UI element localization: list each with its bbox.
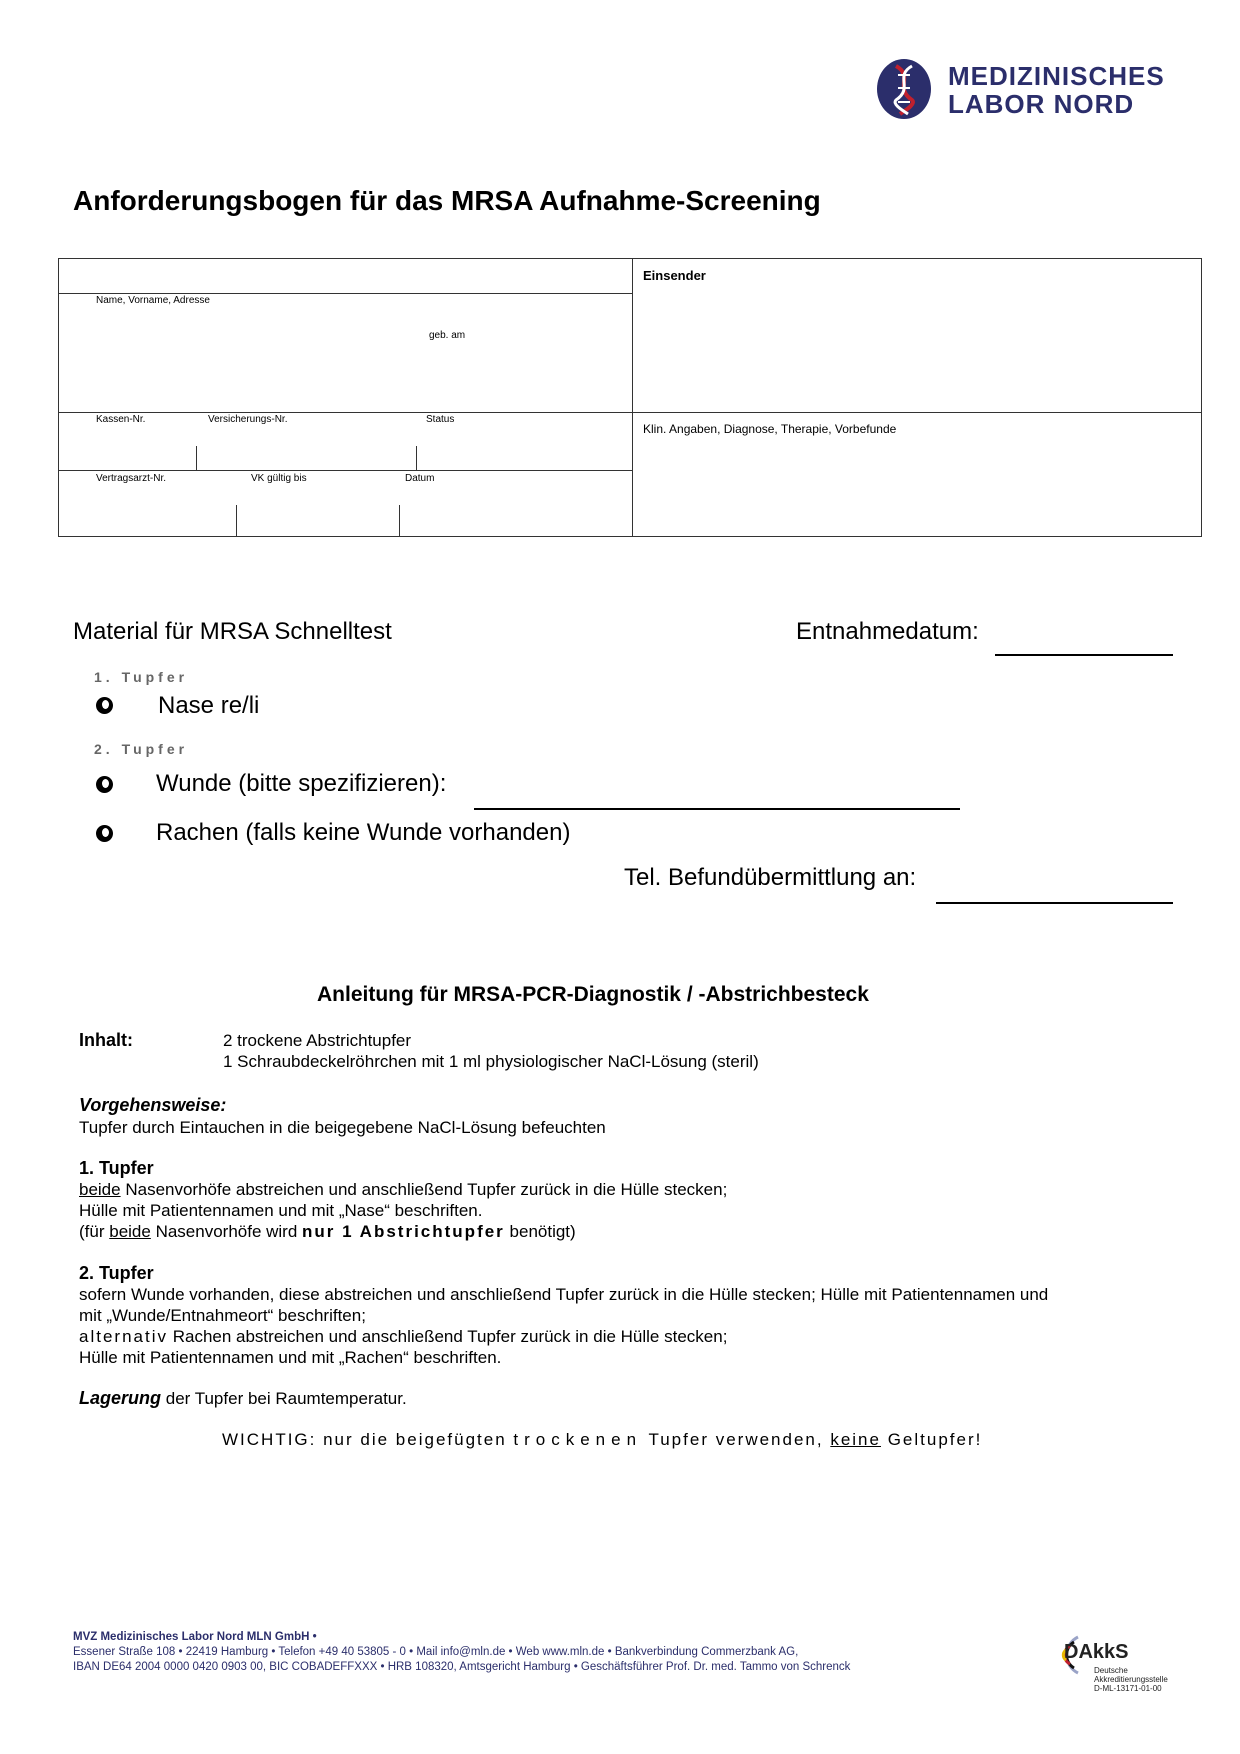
lagerung-line — [79, 1388, 407, 1409]
status-label: Status — [426, 414, 455, 425]
t2-line3-rest: Rachen abstreichen und anschließend Tupfer zurück in die Hülle stecken; — [167, 1327, 728, 1346]
t2-line2: mit „Wunde/Entnahmeort“ beschriften; — [79, 1306, 366, 1325]
mln-logo-icon — [876, 58, 932, 120]
wichtig-trocken: trockenen — [513, 1430, 643, 1449]
klin-label: Klin. Angaben, Diagnose, Therapie, Vorbefunde — [643, 422, 897, 436]
entnahme-line — [995, 654, 1173, 656]
t1-line3 — [79, 1221, 576, 1242]
t1-line3-bold: nur 1 Abstrichtupfer — [302, 1222, 505, 1241]
t2-line1: sofern Wunde vorhanden, diese abstreichen und anschließend Tupfer zurück in die Hülle stecken; Hülle mit Patientennamen und — [79, 1285, 1049, 1304]
inhalt-line2: 1 Schraubdeckelröhrchen mit 1 ml physiologischer NaCl-Lösung (steril) — [223, 1052, 759, 1071]
tupfer1-heading: 1. Tupfer — [79, 1158, 154, 1178]
patient-form — [58, 258, 1202, 537]
lagerung-label: Lagerung — [79, 1388, 162, 1408]
wichtig-keine: keine — [830, 1430, 881, 1449]
t2-line4: Hülle mit Patientennamen und mit „Rachen“ beschriften. — [79, 1348, 502, 1367]
datum-label: Datum — [405, 473, 435, 484]
nase-label: Nase re/li — [158, 692, 260, 719]
dakks-l1: Deutsche — [1094, 1666, 1128, 1675]
tel-line — [936, 902, 1173, 904]
wunde-label: Wunde (bitte spezifizieren): — [156, 770, 447, 797]
t1-line3-c: benötigt) — [504, 1222, 576, 1241]
t2-alternativ: alternativ — [79, 1327, 168, 1346]
t1-line3-a: (für — [79, 1222, 110, 1241]
geb-label: geb. am — [429, 330, 466, 341]
footer-company: MVZ Medizinisches Labor Nord MLN GmbH • — [73, 1631, 317, 1643]
material-heading: Material für MRSA Schnelltest — [73, 618, 392, 645]
t1-line1 — [79, 1179, 727, 1200]
dakks-name: DAkkS — [1064, 1641, 1129, 1663]
footer-bank: IBAN DE64 2004 0000 0420 0903 00, BIC COBADEFFXXX • HRB 108320, Amtsgericht Hamburg • Geschäftsführer Prof. Dr. med. Tammo von Schrenck — [73, 1661, 851, 1673]
logo-line1: MEDIZINISCHES — [948, 61, 1165, 91]
vorgehen-label: Vorgehensweise: — [79, 1095, 227, 1115]
footer-address: Essener Straße 108 • 22419 Hamburg • Telefon +49 40 53805 - 0 • Mail info@mln.de • Web www.mln.de • Bankverbindung Commerzbank AG, — [73, 1646, 799, 1658]
dakks-text — [1094, 1666, 1168, 1693]
t1-line3-b: Nasenvorhöfe wird — [150, 1222, 303, 1241]
tupfer2-heading: 2. Tupfer — [79, 1263, 154, 1283]
versicherung-label: Versicherungs-Nr. — [208, 414, 288, 425]
tupfer1-label: 1. Tupfer — [94, 669, 189, 685]
logo-text — [948, 62, 1165, 118]
t1-line1-rest: Nasenvorhöfe abstreichen und anschließend Tupfer zurück in die Hülle stecken; — [120, 1180, 728, 1199]
dakks-l3: D-ML-13171-01-00 — [1094, 1684, 1162, 1693]
einsender-label: Einsender — [643, 268, 706, 283]
dakks-logo — [1044, 1633, 1168, 1693]
vorgehen-text: Tupfer durch Eintauchen in die beigegebene NaCl-Lösung befeuchten — [79, 1118, 606, 1137]
t2-line3 — [79, 1326, 727, 1347]
name-label: Name, Vorname, Adresse — [96, 295, 210, 306]
logo-line2: LABOR NORD — [948, 89, 1135, 119]
wichtig-a: WICHTIG: nur die beigefügten — [222, 1430, 514, 1449]
rachen-radio[interactable] — [96, 825, 113, 842]
vk-label: VK gültig bis — [251, 473, 307, 484]
wunde-line — [474, 808, 960, 810]
wunde-radio[interactable] — [96, 776, 113, 793]
t1-beide: beide — [79, 1180, 121, 1199]
dakks-l2: Akkreditierungsstelle — [1094, 1675, 1168, 1684]
wichtig-c: Geltupfer! — [880, 1430, 983, 1449]
page-title: Anforderungsbogen für das MRSA Aufnahme-Screening — [73, 185, 821, 216]
t1-line2: Hülle mit Patientennamen und mit „Nase“ beschriften. — [79, 1201, 483, 1220]
tel-label: Tel. Befundübermittlung an: — [624, 864, 917, 891]
inhalt-line1: 2 trockene Abstrichtupfer — [223, 1031, 412, 1050]
lagerung-rest: der Tupfer bei Raumtemperatur. — [161, 1389, 407, 1408]
entnahme-label: Entnahmedatum: — [796, 618, 979, 645]
wichtig-b: Tupfer verwenden, — [642, 1430, 831, 1449]
wichtig-line — [222, 1429, 982, 1450]
tupfer2-label: 2. Tupfer — [94, 741, 189, 757]
inhalt-label: Inhalt: — [79, 1030, 133, 1050]
anleitung-heading: Anleitung für MRSA-PCR-Diagnostik / -Abstrichbesteck — [317, 983, 869, 1006]
vertragsarzt-label: Vertragsarzt-Nr. — [96, 473, 167, 484]
kassen-label: Kassen-Nr. — [96, 414, 146, 425]
rachen-label: Rachen (falls keine Wunde vorhanden) — [156, 819, 571, 846]
t1-line3-beide: beide — [109, 1222, 151, 1241]
nase-radio[interactable] — [96, 697, 113, 714]
